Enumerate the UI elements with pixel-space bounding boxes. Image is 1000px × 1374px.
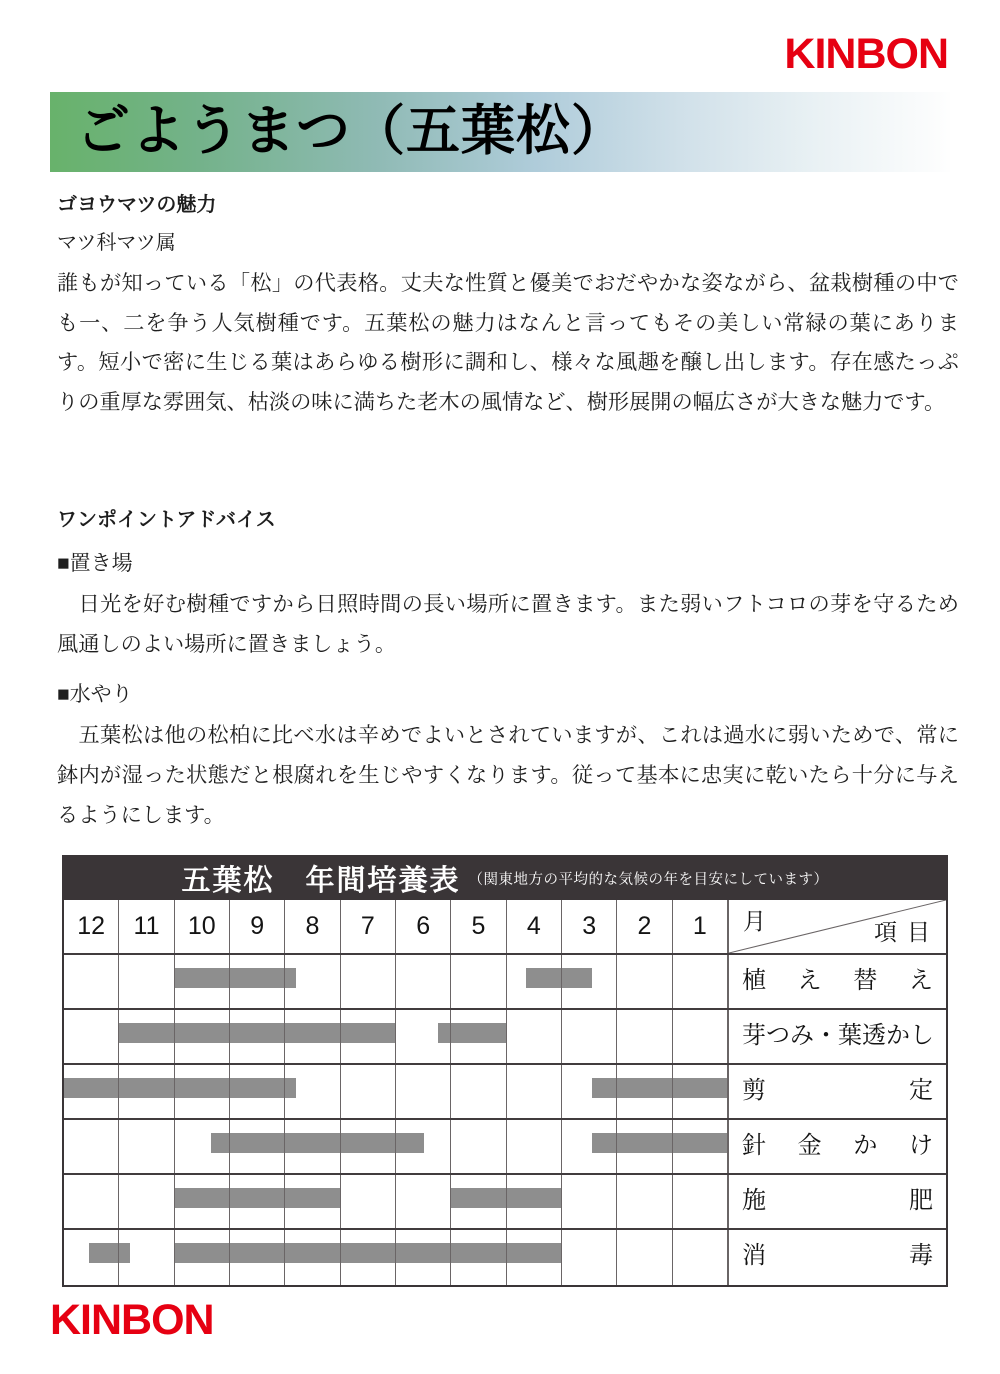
care-row-label: 芽つみ・葉透かし xyxy=(728,1010,946,1063)
table-note: （関東地方の平均的な気候の年を目安にしています） xyxy=(468,872,829,888)
month-header-cell: 11 xyxy=(119,900,174,953)
corner-month-label: 月 xyxy=(743,908,766,934)
care-row xyxy=(64,1230,946,1285)
care-row-label: 消毒 xyxy=(728,1230,946,1285)
care-row xyxy=(64,1120,946,1175)
care-row-timeline xyxy=(64,1230,728,1285)
timeline-grid-overlay xyxy=(64,1120,728,1173)
kinbon-logo-bottom: KINBON xyxy=(50,1296,214,1344)
title-banner xyxy=(50,92,950,172)
kinbon-logo-top: KINBON xyxy=(784,30,948,78)
watering-paragraph: 五葉松は他の松柏に比べ水は辛めでよいとされていますが、これは過水に弱いためで、常に鉢内が湿った状態だと根腐れを生じやすくなります。従って基本に忠実に乾いたら十分に与えるようにします。 xyxy=(57,724,959,827)
care-row xyxy=(64,1175,946,1230)
month-header-cell: 2 xyxy=(617,900,672,953)
advice-section xyxy=(57,505,959,836)
botanical-family: マツ科マツ属 xyxy=(57,232,176,254)
table-title: 五葉松 年間培養表 xyxy=(181,865,461,897)
care-row xyxy=(64,1010,946,1065)
intro-heading: ゴヨウマツの魅力 xyxy=(57,194,217,216)
placement-subheading: ■置き場 xyxy=(57,552,133,575)
timeline-grid-overlay xyxy=(64,1065,728,1118)
care-row-timeline xyxy=(64,955,728,1008)
timeline-grid-overlay xyxy=(64,955,728,1008)
care-row-label: 施肥 xyxy=(728,1175,946,1228)
care-row-timeline xyxy=(64,1120,728,1173)
care-row-timeline xyxy=(64,1065,728,1118)
intro-section xyxy=(57,190,959,423)
timeline-grid-overlay xyxy=(64,1175,728,1228)
month-header-row xyxy=(64,900,946,955)
corner-item-label: 項目 xyxy=(874,919,940,945)
care-row xyxy=(64,1065,946,1120)
month-header-cell: 8 xyxy=(285,900,340,953)
month-header-cell: 1 xyxy=(673,900,728,953)
care-rows xyxy=(64,955,946,1285)
corner-cell xyxy=(728,900,946,953)
intro-paragraph: 誰もが知っている「松」の代表格。丈夫な性質と優美でおだやかな姿ながら、盆栽樹種の中でも一、二を争う人気樹種です。五葉松の魅力はなんと言ってもその美しい常緑の葉にあります。短小で密に生じる葉はあらゆる樹形に調和し、様々な風趣を醸し出します。存在感たっぷりの重厚な雰囲気、枯淡の味に満ちた老木の風情など、樹形展開の幅広さが大きな魅力です。 xyxy=(57,272,959,415)
month-header-cell: 7 xyxy=(341,900,396,953)
month-header-cell: 4 xyxy=(507,900,562,953)
month-header-cells xyxy=(64,900,728,953)
month-header-cell: 10 xyxy=(175,900,230,953)
month-header-cell: 6 xyxy=(396,900,451,953)
table-title-band xyxy=(64,857,946,900)
month-header-cell: 3 xyxy=(562,900,617,953)
care-row xyxy=(64,955,946,1010)
month-header-cell: 5 xyxy=(451,900,506,953)
timeline-grid-overlay xyxy=(64,1010,728,1063)
care-calendar-table xyxy=(62,855,948,1287)
watering-subheading: ■水やり xyxy=(57,683,133,707)
month-header-cell: 9 xyxy=(230,900,285,953)
month-header-cell: 12 xyxy=(64,900,119,953)
advice-heading: ワンポイントアドバイス xyxy=(57,509,276,531)
care-row-timeline xyxy=(64,1010,728,1063)
timeline-grid-overlay xyxy=(64,1230,728,1285)
page-title: ごようまつ（五葉松） xyxy=(76,101,626,161)
placement-paragraph: 日光を好む樹種ですから日照時間の長い場所に置きます。また弱いフトコロの芽を守るため風通しのよい場所に置きましょう。 xyxy=(57,593,959,656)
care-row-timeline xyxy=(64,1175,728,1228)
care-row-label: 針金かけ xyxy=(728,1120,946,1173)
care-row-label: 植え替え xyxy=(728,955,946,1008)
care-row-label: 剪定 xyxy=(728,1065,946,1118)
